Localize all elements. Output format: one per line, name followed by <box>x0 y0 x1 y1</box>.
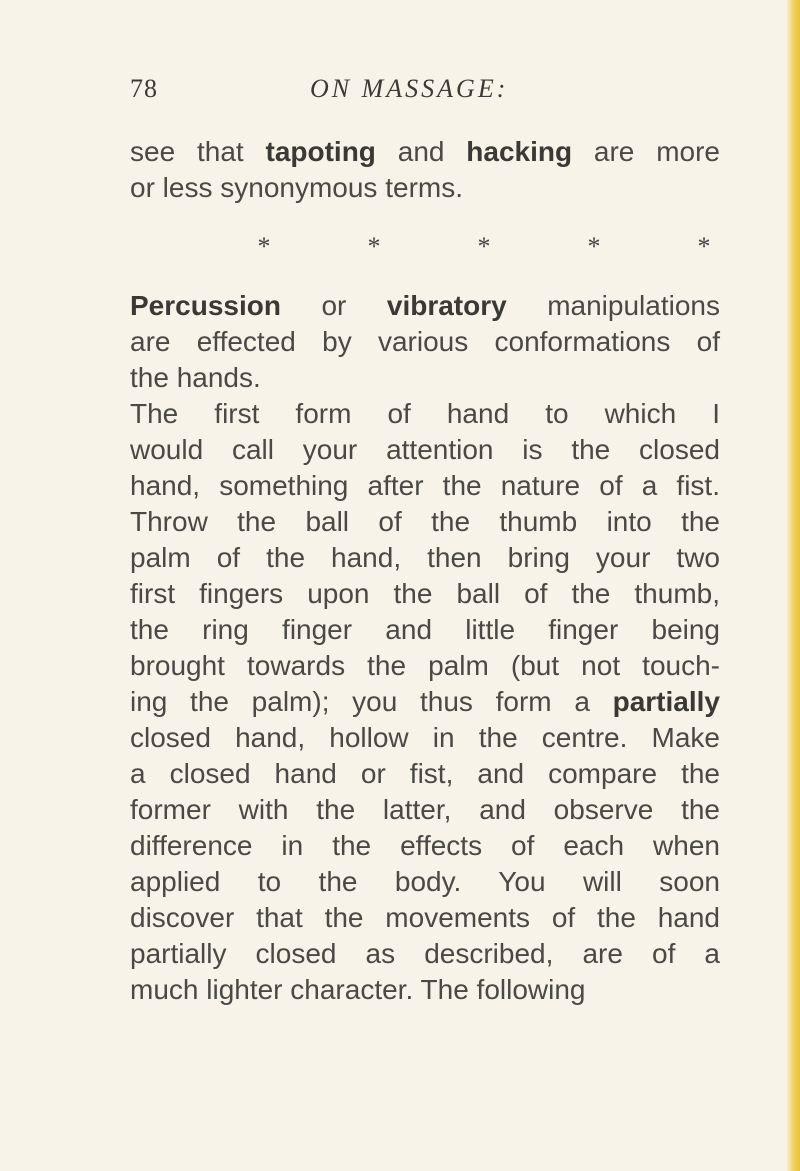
text-line <box>130 864 720 900</box>
running-head: ON MASSAGE: <box>310 74 509 103</box>
text-line <box>130 972 720 1008</box>
text-run: or less synonymous terms. <box>130 172 463 203</box>
asterisk: * <box>477 232 491 261</box>
asterisk: * <box>257 232 271 261</box>
text-run: the hands. <box>130 362 261 393</box>
text-line <box>130 396 720 432</box>
text-run: would call your attention is the closed <box>130 434 720 465</box>
text-line <box>130 360 720 396</box>
text-run: and <box>375 136 467 167</box>
bold-term: Percussion <box>130 290 281 321</box>
text-line <box>130 324 720 360</box>
text-run: partially closed as described, are of a <box>130 938 720 969</box>
text-line <box>130 576 720 612</box>
text-run: the ring finger and little finger being <box>130 614 720 645</box>
text-run: Throw the ball of the thumb into the <box>130 506 720 537</box>
text-line <box>130 504 720 540</box>
text-line <box>130 828 720 864</box>
text-line <box>130 432 720 468</box>
text-line <box>130 288 720 324</box>
text-line <box>130 648 720 684</box>
text-line <box>130 612 720 648</box>
text-run: former with the latter, and observe the <box>130 794 720 825</box>
text-run: manipulations <box>506 290 720 321</box>
text-run: ing the palm); you thus form a <box>130 686 613 717</box>
asterisk: * <box>367 232 381 261</box>
text-run: first fingers upon the ball of the thumb, <box>130 578 720 609</box>
text-run: a closed hand or fist, and compare the <box>130 758 720 789</box>
page-header <box>130 74 720 114</box>
text-run: or <box>280 290 387 321</box>
text-line <box>130 900 720 936</box>
text-run: brought towards the palm (but not touch- <box>130 650 720 681</box>
text-run: discover that the movements of the hand <box>130 902 720 933</box>
text-line <box>130 540 720 576</box>
text-run: applied to the body. You will soon <box>130 866 720 897</box>
page-number: 78 <box>130 74 158 103</box>
page-edge <box>786 0 800 1171</box>
text-line <box>130 684 720 720</box>
text-line <box>130 170 720 206</box>
text-line <box>130 468 720 504</box>
text-run: see that <box>130 136 266 167</box>
text-line <box>130 756 720 792</box>
text-run: palm of the hand, then bring your two <box>130 542 720 573</box>
asterisk: * <box>697 232 711 261</box>
section-separator <box>254 232 714 262</box>
asterisk: * <box>587 232 601 261</box>
paragraph-closed-hand <box>130 396 720 1008</box>
text-line <box>130 134 720 170</box>
text-line <box>130 792 720 828</box>
bold-term: hacking <box>466 136 573 167</box>
text-run: are more <box>572 136 720 167</box>
bold-term: partially <box>612 686 720 717</box>
text-run: are effected by various conformations of <box>130 326 720 357</box>
text-line <box>130 720 720 756</box>
text-run: much lighter character. The following <box>130 974 586 1005</box>
bold-term: vibratory <box>386 290 507 321</box>
text-line <box>130 936 720 972</box>
paragraph-percussion <box>130 288 720 396</box>
bold-term: tapoting <box>265 136 376 167</box>
text-run: difference in the effects of each when <box>130 830 720 861</box>
text-run: hand, something after the nature of a fist. <box>130 470 720 501</box>
text-run: The first form of hand to which I <box>130 398 720 429</box>
text-run: closed hand, hollow in the centre. Make <box>130 722 720 753</box>
paragraph-tapoting <box>130 134 720 206</box>
